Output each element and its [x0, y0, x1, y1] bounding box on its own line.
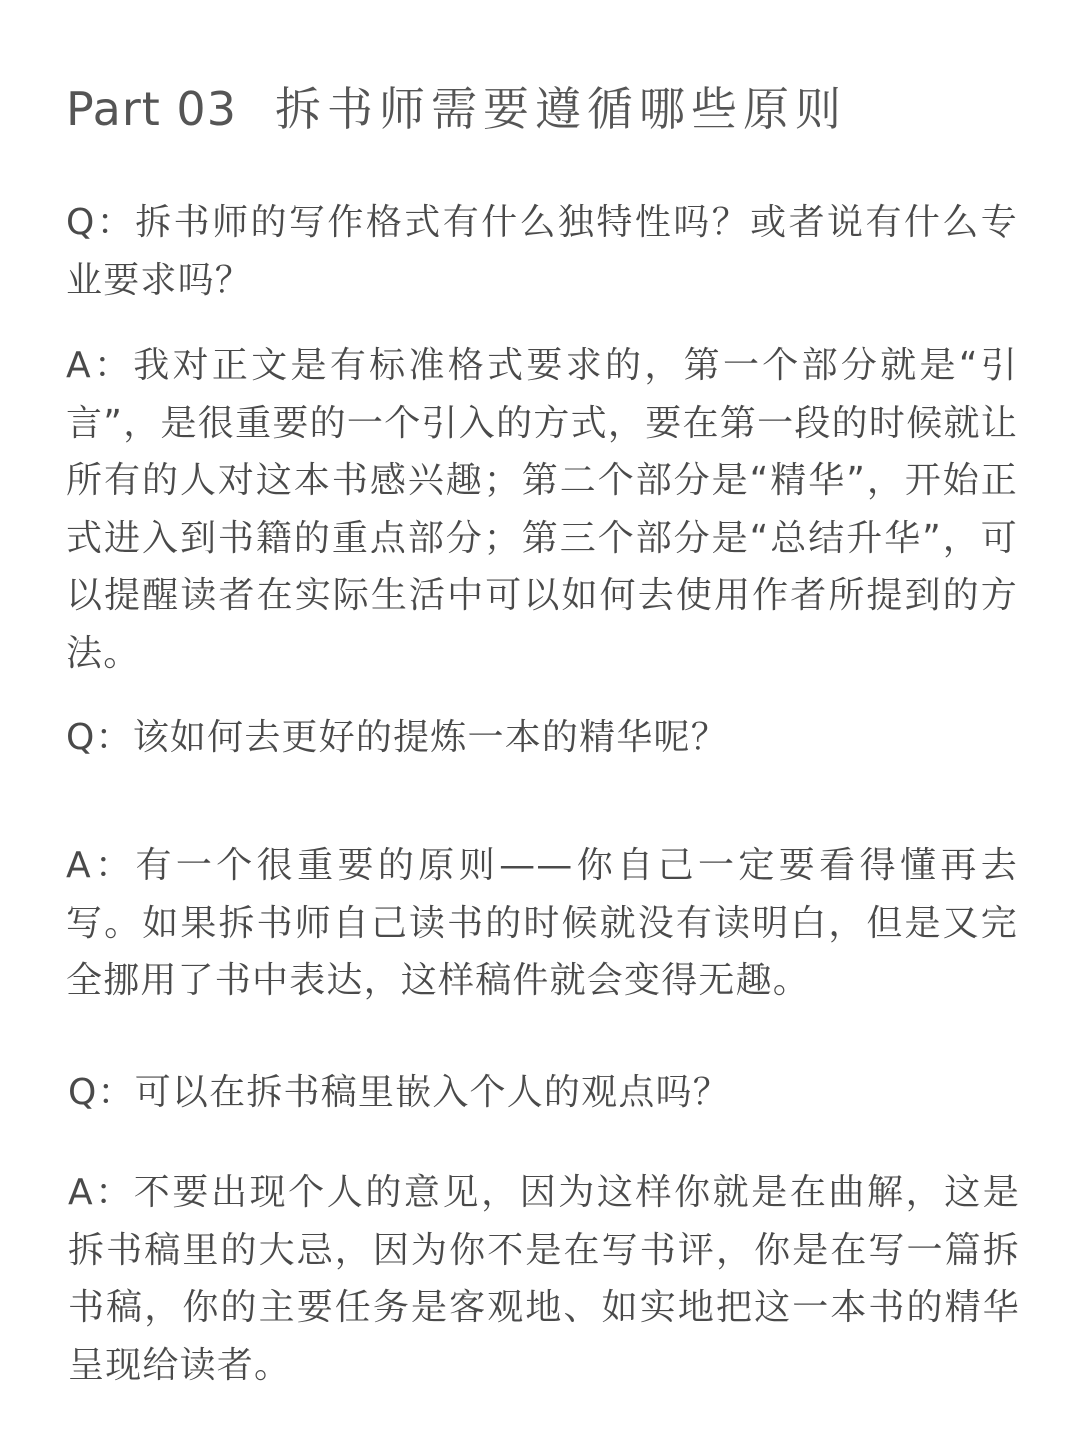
question-3: Q：可以在拆书稿里嵌入个人的观点吗？	[68, 1072, 730, 1113]
answer-2: A：有一个很重要的原则——你自己一定要看得懂再去写。如果拆书师自己读书的时候就没有读明白，但是又完全挪用了书中表达，这样稿件就会变得无趣。	[66, 845, 1018, 1001]
answer-3: A：不要出现个人的意见，因为这样你就是在曲解，这是拆书稿里的大忌，因为你不是在写书评，你是在写一篇拆书稿，你的主要任务是客观地、如实地把这一本书的精华呈现给读者。	[68, 1172, 1020, 1386]
question-2: Q：该如何去更好的提炼一本的精华呢？	[66, 717, 728, 758]
question-1: Q：拆书师的写作格式有什么独特性吗？或者说有什么专业要求吗？	[66, 202, 1018, 301]
page-title	[66, 78, 1026, 140]
answer-1: A：我对正文是有标准格式要求的，第一个部分就是“引言”，是很重要的一个引入的方式，要在第一段的时候就让所有的人对这本书感兴趣；第二个部分是“精华”，开始正式进入到书籍的重点部分；第三个部分是“总结升华”，可以提醒读者在实际生活中可以如何去使用作者所提到的方法。	[66, 345, 1018, 674]
section-heading: 拆书师需要遵循哪些原则	[274, 82, 847, 136]
part-label: Part 03	[66, 82, 237, 136]
